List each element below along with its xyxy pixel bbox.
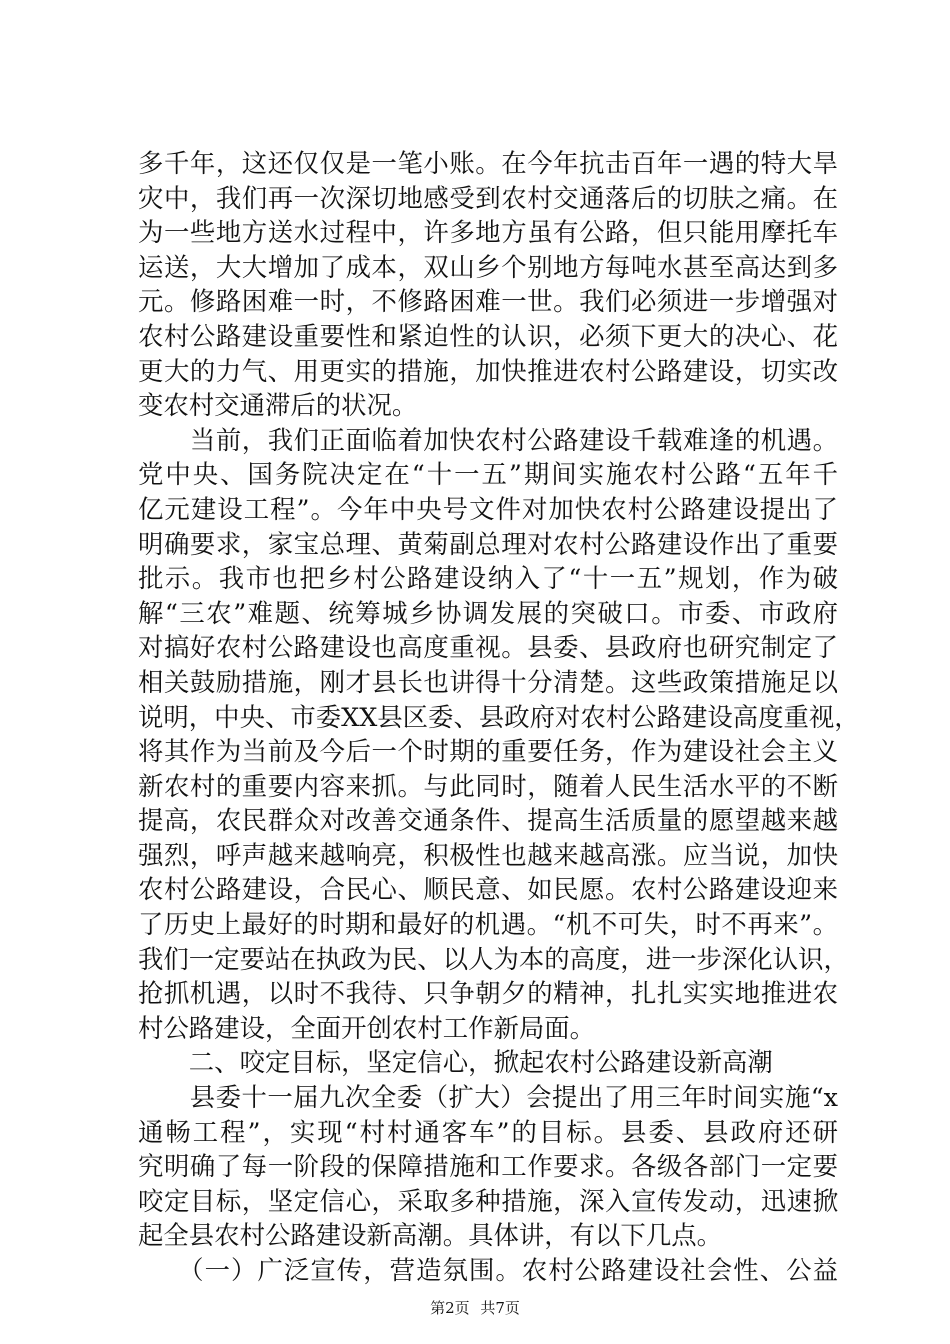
text-line: 党中央、国务院决定在“十一五”期间实施农村公路“五年千	[138, 459, 838, 490]
text-line: 二、咬定目标，坚定信心，掀起农村公路建设新高潮	[138, 1047, 773, 1078]
text-line: 明确要求，家宝总理、黄菊副总理对农村公路建设作出了重要	[138, 528, 838, 559]
text-line: 对搞好农村公路建设也高度重视。县委、县政府也研究制定了	[138, 632, 838, 663]
text-line: 我们一定要站在执政为民、以人为本的高度，进一步深化认识，	[138, 943, 849, 974]
text-line: 抢抓机遇，以时不我待、只争朝夕的精神，扎扎实实地推进农	[138, 978, 838, 1009]
text-line: 说明，中央、市委XX县区委、县政府对农村公路建设高度重视，	[138, 701, 860, 732]
text-line: 多千年，这还仅仅是一笔小账。在今年抗击百年一遇的特大旱	[138, 148, 838, 178]
text-line: 农村公路建设，合民心、顺民意、如民愿。农村公路建设迎来	[138, 874, 838, 905]
text-line: 更大的力气、用更实的措施，加快推进农村公路建设，切实改	[138, 355, 838, 386]
text-line: 解“三农”难题、统筹城乡协调发展的突破口。市委、市政府	[138, 597, 838, 628]
text-line: 元。修路困难一时，不修路困难一世。我们必须进一步增强对	[138, 286, 838, 317]
text-line: 咬定目标，坚定信心，采取多种措施，深入宣传发动，迅速掀	[138, 1185, 838, 1216]
text-line: 农村公路建设重要性和紧迫性的认识，必须下更大的决心、花	[138, 320, 838, 351]
text-line: 提高，农民群众对改善交通条件、提高生活质量的愿望越来越	[138, 805, 838, 836]
text-line: 通畅工程”，实现“村村通客车”的目标。县委、县政府还研	[138, 1116, 838, 1147]
text-line: 运送，大大增加了成本，双山乡个别地方每吨水甚至高达到多	[138, 251, 838, 282]
text-line: 批示。我市也把乡村公路建设纳入了“十一五”规划，作为破	[138, 563, 838, 594]
text-line: 了历史上最好的时期和最好的机遇。“机不可失，时不再来”。	[138, 909, 838, 940]
text-line: 当前，我们正面临着加快农村公路建设千载难逢的机遇。	[138, 424, 838, 455]
page-number: 第2页	[430, 1299, 470, 1317]
text-line: 强烈，呼声越来越响亮，积极性也越来越高涨。应当说，加快	[138, 839, 838, 870]
text-line: 相关鼓励措施，刚才县长也讲得十分清楚。这些政策措施足以	[138, 666, 838, 697]
text-line: 灾中，我们再一次深切地感受到农村交通落后的切肤之痛。在	[138, 182, 838, 213]
text-line: 变农村交通滞后的状况。	[138, 390, 418, 421]
text-line: 新农村的重要内容来抓。与此同时，随着人民生活水平的不断	[138, 770, 838, 801]
page-total: 共7页	[480, 1299, 520, 1317]
body-text	[138, 146, 860, 1288]
text-line: （一）广泛宣传，营造氛围。农村公路建设社会性、公益	[138, 1255, 838, 1285]
text-line: 县委十一届九次全委（扩大）会提出了用三年时间实施“x	[138, 1082, 838, 1113]
text-line: 将其作为当前及今后一个时期的重要任务，作为建设社会主义	[138, 736, 838, 767]
page-footer	[0, 1298, 950, 1318]
text-line: 究明确了每一阶段的保障措施和工作要求。各级各部门一定要	[138, 1151, 838, 1182]
text-line: 村公路建设，全面开创农村工作新局面。	[138, 1012, 596, 1043]
text-line: 为一些地方送水过程中，许多地方虽有公路，但只能用摩托车	[138, 217, 838, 248]
text-line: 起全县农村公路建设新高潮。具体讲，有以下几点。	[138, 1220, 722, 1251]
text-line: 亿元建设工程”。今年中央号文件对加快农村公路建设提出了	[138, 493, 838, 524]
